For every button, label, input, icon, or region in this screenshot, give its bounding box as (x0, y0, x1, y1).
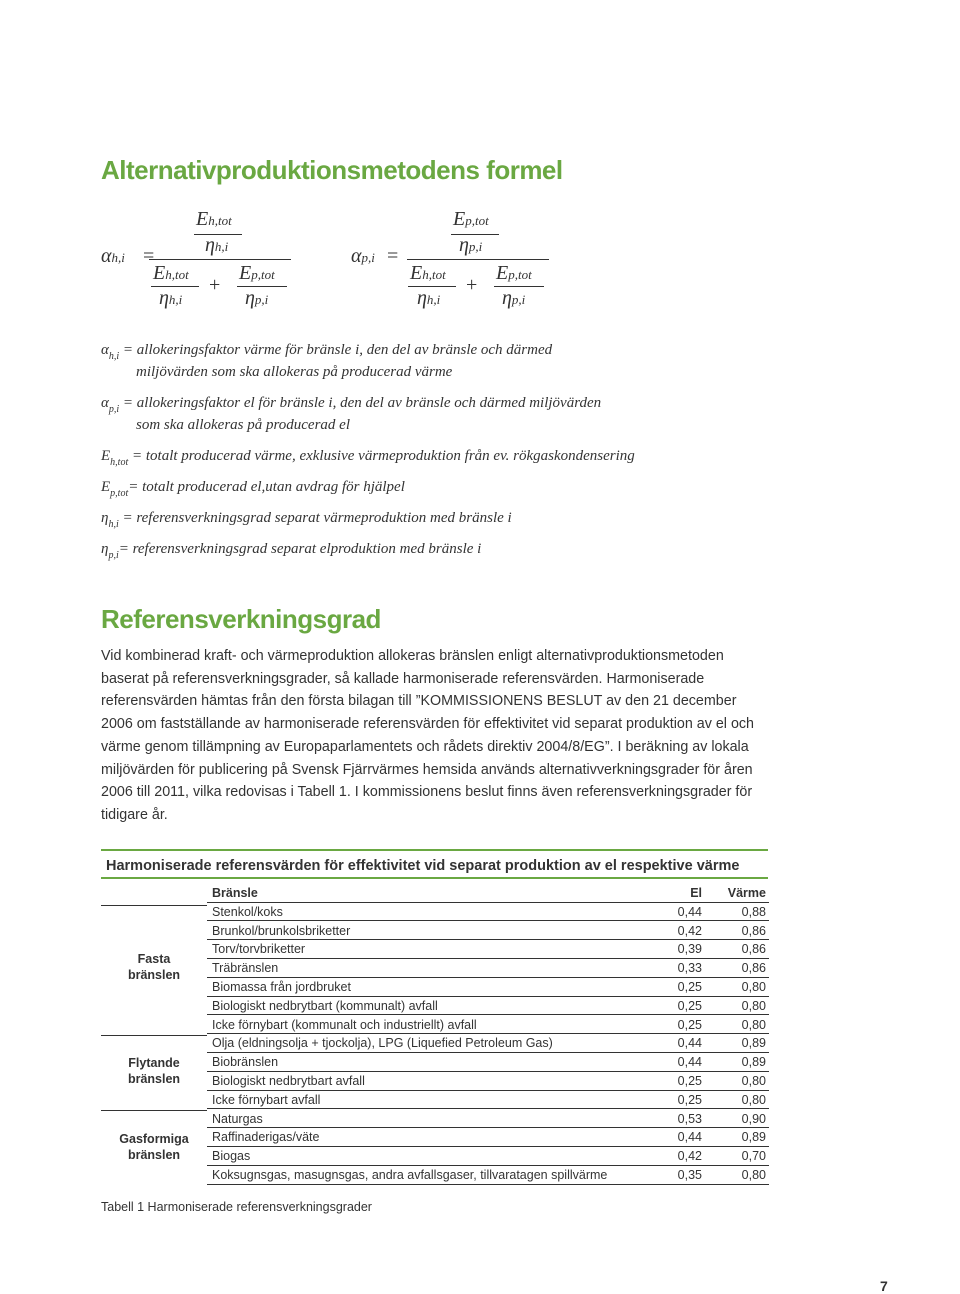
cell-el: 0,42 (677, 1149, 702, 1164)
cell-fuel: Torv/torvbriketter (212, 942, 306, 957)
formula-num-E: Ep,tot (453, 208, 489, 230)
cell-fuel: Stenkol/koks (212, 904, 283, 919)
symbol-definitions (101, 340, 721, 561)
table-row (207, 1034, 769, 1053)
cell-el: 0,44 (677, 1036, 702, 1051)
cell-el: 0,42 (677, 923, 702, 938)
table-row (207, 1147, 769, 1166)
formula-equals: = (143, 245, 155, 267)
header-heat: Värme (727, 886, 766, 900)
section-heading-reference: Referensverkningsgrad (101, 604, 381, 634)
cell-fuel: Raffinaderigas/väte (212, 1130, 320, 1145)
cell-el: 0,25 (677, 1092, 702, 1107)
formula-plus: + (209, 274, 221, 296)
cell-fuel: Biologiskt nedbrytbart (kommunalt) avfall (212, 998, 438, 1013)
table-row (207, 922, 769, 941)
formula-num-eta: ηp,i (459, 234, 483, 256)
group-divider (101, 1035, 207, 1036)
cell-heat: 0,89 (741, 1130, 766, 1145)
cell-heat: 0,89 (741, 1036, 766, 1051)
formula-lhs: αh,i (101, 245, 125, 267)
main-fraction-bar (407, 259, 549, 260)
group-liquid-fuels: Flytande bränslen (127, 1056, 181, 1086)
cell-fuel: Koksugnsgas, masugnsgas, andra avfallsgaser, tillvaratagen spillvärme (212, 1168, 608, 1182)
cell-heat: 0,86 (741, 923, 766, 938)
cell-fuel: Icke förnybart avfall (212, 1092, 321, 1107)
table-row (207, 1091, 769, 1110)
definition-alpha-p: $\alpha_{p,i}$ = allokeringsfaktor el för bränsle i, den del av bränsle och därmed miljövärden som ska allokeras på producerad el (101, 395, 602, 433)
formula-equals: = (387, 245, 399, 267)
definition-alpha-h: $\alpha_{h,i}$ = allokeringsfaktor värme för bränsle i, den del av bränsle och därmed miljövärden som ska allokeras på producerad värme (101, 342, 553, 380)
cell-fuel: Biogas (212, 1149, 251, 1164)
formula-num-eta: ηh,i (205, 234, 229, 256)
formula-d2-E: Ep,tot (496, 262, 532, 284)
formula-d1-E: Eh,tot (410, 262, 446, 284)
cell-el: 0,25 (677, 1074, 702, 1088)
formula-d1-eta: ηh,i (159, 287, 183, 309)
table-caption: Tabell 1 Harmoniserade referensverkningsgrader (101, 1200, 372, 1214)
table-row (207, 978, 769, 997)
table-row (207, 1016, 769, 1035)
cell-heat: 0,80 (741, 980, 766, 994)
cell-el: 0,33 (677, 961, 702, 976)
definition-E-p: $E_{p,tot}=$ totalt producerad el,utan avdrag för hjälpel (101, 479, 405, 499)
cell-fuel: Biologiskt nedbrytbart avfall (212, 1074, 365, 1088)
formula-plus: + (466, 274, 478, 296)
cell-heat: 0,70 (741, 1149, 766, 1164)
cell-fuel: Träbränslen (212, 961, 279, 976)
formula-num-E: Eh,tot (196, 208, 232, 230)
cell-el: 0,44 (677, 904, 702, 919)
table-row (207, 1072, 769, 1091)
group-divider (101, 1110, 207, 1111)
table-title: Harmoniserade referensvärden för effektivitet vid separat produktion av el respektive värme (101, 849, 768, 879)
cell-heat: 0,86 (741, 942, 766, 957)
cell-el: 0,25 (677, 1017, 702, 1032)
formula-lhs: αp,i (351, 245, 375, 267)
table-row (207, 1128, 769, 1147)
group-gaseous-fuels: Gasformiga bränslen (119, 1132, 189, 1162)
header-el: El (690, 886, 702, 900)
cell-fuel: Brunkol/brunkolsbriketter (212, 923, 351, 938)
cell-fuel: Biomassa från jordbruket (212, 980, 351, 994)
cell-heat: 0,86 (741, 961, 766, 976)
table-row (207, 959, 769, 978)
cell-fuel: Olja (eldningsolja + tjockolja), LPG (Liquefied Petroleum Gas) (212, 1036, 553, 1051)
formula-d2-eta: ηp,i (245, 287, 269, 309)
page-number: 7 (880, 1278, 888, 1294)
cell-heat: 0,80 (741, 1092, 766, 1107)
cell-heat: 0,80 (741, 1074, 766, 1088)
formula-d2-eta: ηp,i (502, 287, 526, 309)
table-row (207, 1166, 769, 1185)
table-header-row (207, 884, 769, 903)
section-heading-formula: Alternativproduktionsmetodens formel (101, 155, 563, 185)
cell-el: 0,39 (677, 942, 702, 957)
definition-eta-p: $\eta_{p,i}=$ referensverkningsgrad separat elproduktion med bränsle i (101, 541, 482, 561)
cell-heat: 0,89 (741, 1055, 766, 1070)
group-solid-fuels: Fasta bränslen (127, 952, 181, 982)
table-row (207, 903, 769, 922)
definition-eta-h: $\eta_{h,i}$ = referensverkningsgrad separat värmeproduktion med bränsle i (101, 510, 512, 530)
cell-heat: 0,88 (741, 904, 766, 919)
cell-el: 0,44 (677, 1130, 702, 1145)
cell-el: 0,25 (677, 980, 702, 994)
cell-fuel: Naturgas (212, 1111, 263, 1126)
table-row (207, 1110, 769, 1129)
main-fraction-bar (149, 259, 291, 260)
formula-d1-E: Eh,tot (153, 262, 189, 284)
table-row (207, 940, 769, 959)
cell-el: 0,35 (677, 1168, 702, 1182)
cell-fuel: Icke förnybart (kommunalt och industriellt) avfall (212, 1017, 477, 1032)
body-paragraph: Vid kombinerad kraft- och värmeproduktion allokeras bränslen enligt alternativproduktionsmetoden baserat på referensverkningsgrader, så kallade harmoniserade referensvärden. Harmoniserade referensvärden hämtas från den första bilagan till ”KOMMISSIONENS BESLUT av den 21 december 2006 om fastställande av harmoniserade referensvärden för effektivitet vid separat produktion av el och värme genom tillämpning av Europaparlamentets och rådets direktiv 2004/8/EG”. I beräkning av lokala miljövärden för publicering på Svensk Fjärrvärmes hemsida används alternativverkningsgrader för åren 2006 till 2011, vilka redovisas i Tabell 1. I kommissionens beslut finns även referensverkningsgrader för tidigare år. (101, 648, 755, 823)
cell-el: 0,44 (677, 1055, 702, 1070)
header-fuel: Bränsle (212, 886, 258, 900)
cell-el: 0,25 (677, 998, 702, 1013)
cell-heat: 0,80 (741, 1017, 766, 1032)
table-row (207, 1053, 769, 1072)
definition-E-h: $E_{h,tot}$ = totalt producerad värme, exklusive värmeproduktion från ev. rökgaskondensering (101, 448, 635, 468)
cell-heat: 0,80 (741, 1168, 766, 1182)
cell-fuel: Biobränslen (212, 1055, 279, 1070)
formula-d2-E: Ep,tot (239, 262, 275, 284)
cell-el: 0,53 (677, 1111, 702, 1126)
group-divider (101, 905, 207, 906)
cell-heat: 0,80 (741, 998, 766, 1013)
cell-heat: 0,90 (741, 1111, 766, 1126)
formula-d1-eta: ηh,i (417, 287, 441, 309)
table-row (207, 997, 769, 1016)
